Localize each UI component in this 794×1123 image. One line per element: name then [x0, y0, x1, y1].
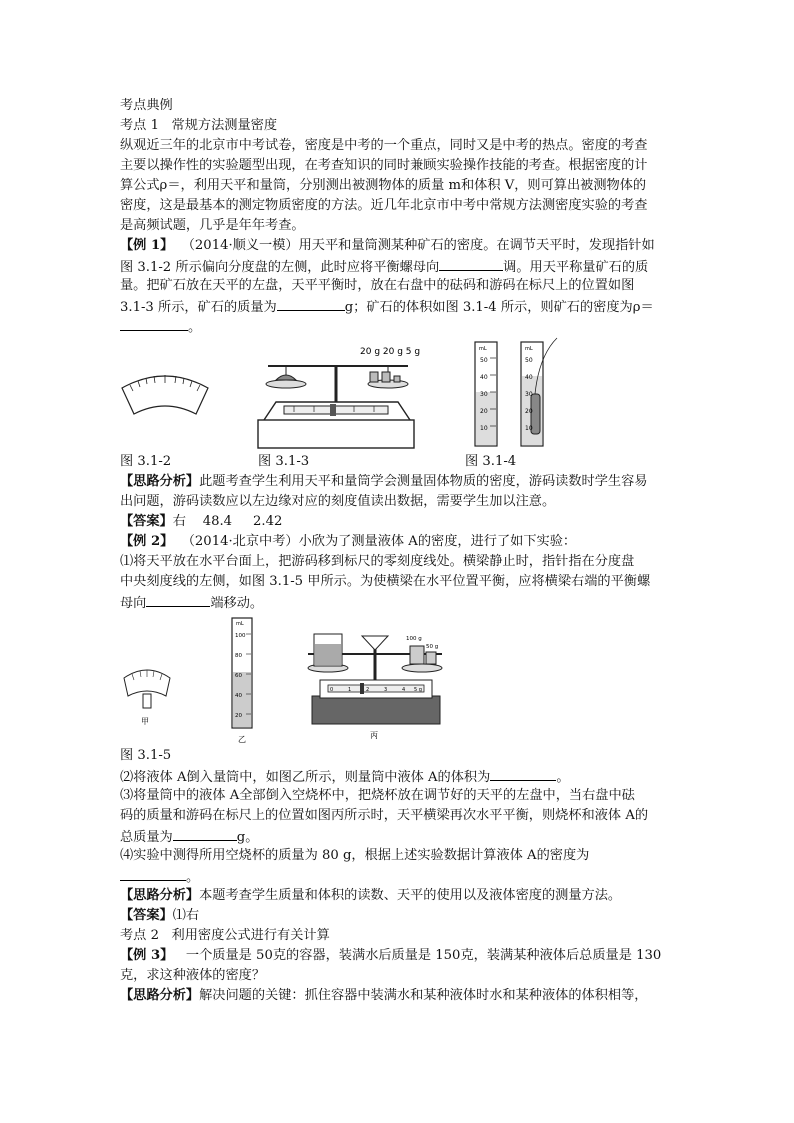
- figure-caption: 图 3.1-2: [120, 454, 172, 469]
- section1-paragraph-line: 密度，这是最基本的测定物质密度的方法。近几年北京市中考中常规方法测密度实验的考查: [120, 198, 648, 213]
- section2-title: 考点 2 利用密度公式进行有关计算: [120, 928, 330, 943]
- label-bing: 丙: [370, 731, 378, 740]
- example2-answer: 【答案】⑴右: [120, 908, 200, 923]
- example2-line: 【例 2】 （2014·北京中考）小欣为了测量液体 A的密度，进行了如下实验：: [120, 534, 577, 549]
- svg-text:50: 50: [480, 357, 488, 364]
- svg-text:100: 100: [235, 633, 246, 639]
- answer-blank[interactable]: [439, 256, 503, 271]
- answer-blank[interactable]: [120, 866, 186, 881]
- weight-100g: 100 g: [406, 636, 422, 642]
- example3-analysis: 【思路分析】解决问题的关键：抓住容器中装满水和某种液体时水和某种液体的体积相等，: [120, 988, 648, 1003]
- svg-text:50: 50: [525, 357, 533, 364]
- weight-50g: 50 g: [426, 644, 439, 650]
- example2-line: 中央刻度线的左侧，如图 3.1-5 甲所示。为使横梁在水平位置平衡，应将横梁右端的平衡螺: [120, 574, 651, 589]
- svg-text:20: 20: [480, 408, 488, 415]
- page-heading: 考点典例: [120, 98, 173, 113]
- svg-text:0: 0: [330, 687, 334, 693]
- figure-caption: 图 3.1-4: [465, 454, 517, 469]
- example2-q3-line: ⑶将量筒中的液体 A全部倒入空烧杯中，把烧杯放在调节好的天平的左盘中，当右盘中砝: [120, 788, 635, 803]
- example1-analysis-line: 【思路分析】此题考查学生利用天平和量筒学会测量固体物质的密度，游码读数时学生容易: [120, 474, 648, 489]
- answer-blank[interactable]: [120, 316, 188, 331]
- svg-text:10: 10: [525, 425, 533, 432]
- label-yi: 乙: [238, 735, 246, 744]
- figure-row-2: [120, 612, 680, 746]
- svg-text:4: 4: [402, 687, 406, 693]
- svg-text:20: 20: [525, 408, 533, 415]
- svg-text:mL: mL: [479, 346, 487, 352]
- example1-line: 3.1-3 所示，矿石的质量为 g；矿石的体积如图 3.1-4 所示，则矿石的密度为ρ＝: [120, 296, 680, 316]
- svg-text:mL: mL: [525, 346, 533, 352]
- example2-line: ⑴将天平放在水平台面上，把游码移到标尺的零刻度线处。横梁静止时，指针指在分度盘: [120, 554, 635, 569]
- svg-text:30: 30: [525, 391, 533, 398]
- example3-line: 克，求这种液体的密度？: [120, 968, 266, 983]
- svg-text:60: 60: [235, 673, 242, 679]
- example2-q3-line: 总质量为 g。: [120, 826, 680, 846]
- cylinder-figure-yi: [224, 612, 264, 746]
- svg-text:40: 40: [235, 693, 242, 699]
- example1-line: 图 3.1-2 所示偏向分度盘的左侧，此时应将平衡螺母向 调。用天平称量矿石的质: [120, 256, 680, 276]
- section1-paragraph-line: 主要以操作性的实验题型出现，在考查知识的同时兼顾实验操作技能的考查。根据密度的计: [120, 158, 648, 173]
- scale-dial-figure: [120, 366, 210, 430]
- figure-caption: 图 3.1-3: [258, 454, 310, 469]
- svg-text:1: 1: [348, 687, 352, 693]
- answer-blank[interactable]: [146, 592, 210, 607]
- example1-line: 量。把矿石放在天平的左盘，天平平衡时，放在右盘中的砝码和游码在标尺上的位置如图: [120, 278, 635, 293]
- example2-tag: 【例 2】: [120, 534, 174, 549]
- svg-text:30: 30: [480, 391, 488, 398]
- answer-blank[interactable]: [173, 826, 237, 841]
- svg-text:40: 40: [480, 374, 488, 381]
- svg-text:20: 20: [235, 713, 242, 719]
- svg-text:80: 80: [235, 653, 242, 659]
- example2-line: 母向 端移动。: [120, 592, 680, 612]
- example2-q3-line: 码的质量和游码在标尺上的位置如图丙所示时，天平横梁再次水平平衡，则烧杯和液体 A的: [120, 808, 649, 823]
- svg-text:mL: mL: [236, 621, 244, 627]
- example2-q4-line: ⑷实验中测得所用空烧杯的质量为 80 g，根据上述实验数据计算液体 A的密度为: [120, 848, 590, 863]
- svg-text:2: 2: [366, 687, 370, 693]
- example1-answer: 【答案】右 48.4 2.42: [120, 514, 283, 529]
- example1-analysis-line: 出问题，游码读数应以左边缘对应的刻度值读出数据，需要学生加以注意。: [120, 494, 556, 509]
- answer-blank[interactable]: [490, 766, 556, 781]
- example3-line: 【例 3】 一个质量是 50克的容器，装满水后质量是 150克，装满某种液体后总质量是 130: [120, 948, 662, 963]
- figure-caption: 图 3.1-5: [120, 748, 172, 763]
- figure-captions-row-1: [120, 452, 680, 472]
- section1-paragraph-line: 算公式ρ＝，利用天平和量筒，分别测出被测物体的质量 m和体积 V，则可算出被测物体的: [120, 178, 647, 193]
- figure-row-1: [120, 336, 680, 452]
- section1-paragraph-line: 纵观近三年的北京市中考试卷，密度是中考的一个重点，同时又是中考的热点。密度的考查: [120, 138, 648, 153]
- example3-tag: 【例 3】: [120, 948, 174, 963]
- example1-line: 【例 1】 （2014·顺义一模）用天平和量筒测某种矿石的密度。在调节天平时，发现指针如: [120, 238, 655, 253]
- example1-tag: 【例 1】: [120, 238, 174, 253]
- label-jia: 甲: [141, 717, 149, 726]
- example2-q4-line: 。: [120, 866, 680, 886]
- weight-labels: 20 g 20 g 5 g: [360, 347, 421, 357]
- graduated-cylinders-figure: [465, 336, 565, 452]
- answer-blank[interactable]: [277, 296, 345, 311]
- svg-text:3: 3: [384, 687, 388, 693]
- balance-figure: [254, 336, 422, 452]
- svg-text:40: 40: [525, 374, 533, 381]
- balance-figure-bing: [300, 616, 450, 746]
- svg-text:10: 10: [480, 425, 488, 432]
- example2-analysis: 【思路分析】本题考查学生质量和体积的读数、天平的使用以及液体密度的测量方法。: [120, 888, 622, 903]
- example1-line: 。: [120, 316, 680, 336]
- document-page: [120, 96, 680, 1006]
- section1-paragraph-line: 是高频试题，几乎是年年考查。: [120, 218, 305, 233]
- example2-q2: ⑵将液体 A倒入量筒中，如图乙所示，则量筒中液体 A的体积为 。: [120, 766, 680, 786]
- dial-figure-jia: [122, 664, 172, 726]
- section1-title: 考点 1 常规方法测量密度: [120, 118, 278, 133]
- svg-text:5 g: 5 g: [414, 687, 422, 693]
